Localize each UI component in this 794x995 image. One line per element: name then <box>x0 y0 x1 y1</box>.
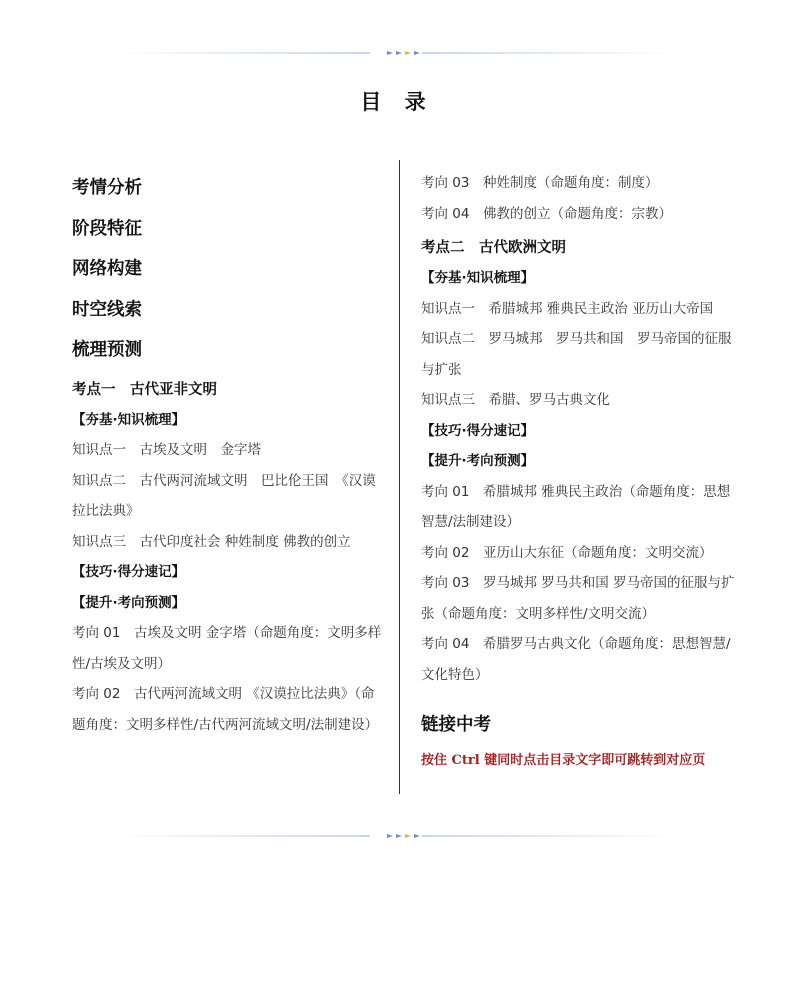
toc-zhishidian-2-3[interactable]: 知识点三 希腊、罗马古典文化 <box>421 392 610 408</box>
toc-kaoxiang-2-01[interactable]: 考向 01 希腊城邦 雅典民主政治（命题角度：思想智慧/法制建设） <box>421 483 731 530</box>
toc-kaoxiang-2-02[interactable]: 考向 02 亚历山大东征（命题角度：文明交流） <box>421 544 713 561</box>
toc-jieduan-tezheng[interactable]: 阶段特征 <box>72 218 142 239</box>
toc-tag-defen-suji-2[interactable]: 【技巧·得分速记】 <box>421 422 535 439</box>
toc-kaoxiang-1-04[interactable]: 考向 04 佛教的创立（命题角度：宗教） <box>421 205 672 222</box>
toc-kaodian-2[interactable]: 考点二 古代欧洲文明 <box>421 240 566 256</box>
divider-ornament-icon <box>387 833 423 839</box>
toc-shikong-xiansuo[interactable]: 时空线索 <box>72 299 142 320</box>
toc-zhishidian-1-1[interactable]: 知识点一 古埃及文明 金字塔 <box>72 442 261 458</box>
toc-zhishidian-2-1[interactable]: 知识点一 希腊城邦 雅典民主政治 亚历山大帝国 <box>421 300 714 317</box>
toc-kaoqing-fenxi[interactable]: 考情分析 <box>72 178 142 198</box>
toc-kaoxiang-2-04[interactable]: 考向 04 希腊罗马古典文化（命题角度：思想智慧/文化特色） <box>421 636 731 683</box>
toc-wangluo-goujian[interactable]: 网络构建 <box>72 259 142 279</box>
divider-ornament-icon <box>387 50 423 56</box>
top-divider <box>115 50 677 56</box>
toc-tag-zhishi-shuli-2[interactable]: 【夯基·知识梳理】 <box>421 270 535 286</box>
toc-instruction-note: 按住 Ctrl 键同时点击目录文字即可跳转到对应页 <box>421 753 706 768</box>
toc-tag-kaoxiang-yuce-1[interactable]: 【提升·考向预测】 <box>72 594 186 611</box>
toc-lianjie-zhongkao[interactable]: 链接中考 <box>421 715 491 735</box>
toc-kaoxiang-1-03[interactable]: 考向 03 种姓制度（命题角度：制度） <box>421 175 659 191</box>
toc-kaoxiang-1-02[interactable]: 考向 02 古代两河流域文明 《汉谟拉比法典》（命题角度：文明多样性/古代两河流域文明/法制建设） <box>72 686 379 733</box>
toc-zhishidian-2-2[interactable]: 知识点二 罗马城邦 罗马共和国 罗马帝国的征服与扩张 <box>421 331 732 378</box>
toc-kaodian-1[interactable]: 考点一 古代亚非文明 <box>72 381 217 398</box>
column-divider <box>399 160 400 794</box>
toc-right-column <box>421 168 737 776</box>
toc-tag-defen-suji-1[interactable]: 【技巧·得分速记】 <box>72 564 186 580</box>
toc-zhishidian-1-2[interactable]: 知识点二 古代两河流域文明 巴比伦王国 《汉谟拉比法典》 <box>72 472 376 519</box>
toc-tag-kaoxiang-yuce-2[interactable]: 【提升·考向预测】 <box>421 453 535 469</box>
toc-kaoxiang-2-03[interactable]: 考向 03 罗马城邦 罗马共和国 罗马帝国的征服与扩张（命题角度：文明多样性/文明交流） <box>421 575 735 622</box>
toc-shuli-yuce[interactable]: 梳理预测 <box>72 340 142 360</box>
toc-left-column <box>72 168 384 740</box>
toc-zhishidian-1-3[interactable]: 知识点三 古代印度社会 种姓制度 佛教的创立 <box>72 533 351 550</box>
page-title: 目 录 <box>360 90 434 114</box>
bottom-divider <box>115 833 677 839</box>
toc-tag-zhishi-shuli-1[interactable]: 【夯基·知识梳理】 <box>72 411 186 428</box>
toc-kaoxiang-1-01[interactable]: 考向 01 古埃及文明 金字塔（命题角度：文明多样性/古埃及文明） <box>72 625 382 672</box>
